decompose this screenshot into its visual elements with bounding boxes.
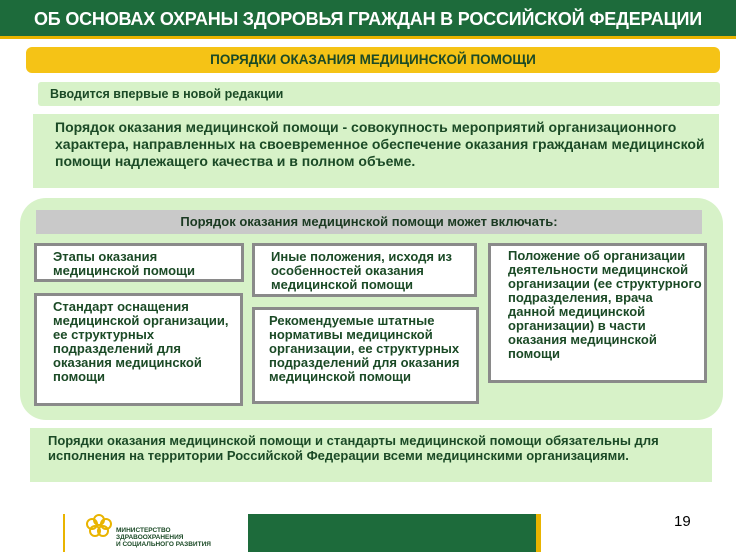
item-equipment-standard: Стандарт оснащения медицинской организации, ее структурных подразделений для оказания медицинской помощи [34, 293, 243, 406]
slide-title: ОБ ОСНОВАХ ОХРАНЫ ЗДОРОВЬЯ ГРАЖДАН В РОССИЙСКОЙ ФЕДЕРАЦИИ [0, 0, 736, 36]
mandatory-statement: Порядки оказания медицинской помощи и стандарты медицинской помощи обязательны для исполнения на территории Российской Федерации всеми медицинскими организациями. [30, 428, 712, 482]
item-care-stages: Этапы оказания медицинской помощи [34, 243, 244, 282]
item-staffing-norms: Рекомендуемые штатные нормативы медицинской организации, ее структурных подразделений для оказания медицинской помощи [252, 307, 479, 404]
ministry-name: МИНИСТЕРСТВО ЗДРАВООХРАНЕНИЯ И СОЦИАЛЬНОГО РАЗВИТИЯ [116, 527, 211, 548]
footer-divider [63, 514, 65, 552]
item-other-provisions: Иные положения, исходя из особенностей оказания медицинской помощи [252, 243, 477, 297]
footer-green-bar [248, 514, 536, 552]
section-header: ПОРЯДКИ ОКАЗАНИЯ МЕДИЦИНСКОЙ ПОМОЩИ [26, 47, 720, 73]
ministry-emblem-icon [83, 512, 115, 542]
footer-yellow-stripe [536, 514, 541, 552]
title-accent-line [0, 36, 736, 39]
page-number: 19 [674, 513, 691, 530]
definition-text: Порядок оказания медицинской помощи - совокупность мероприятий организационного характера, направленных на своевременное обеспечение оказания гражданам медицинской помощи надлежащего качества и в полном объеме. [33, 114, 719, 188]
includes-header: Порядок оказания медицинской помощи может включать: [36, 210, 702, 234]
item-organization-activity: Положение об организации деятельности медицинской организации (ее структурного подразделения, врача данной медицинской организации) в части оказания медицинской помощи [488, 243, 707, 383]
new-edition-note: Вводится впервые в новой редакции [38, 82, 720, 106]
